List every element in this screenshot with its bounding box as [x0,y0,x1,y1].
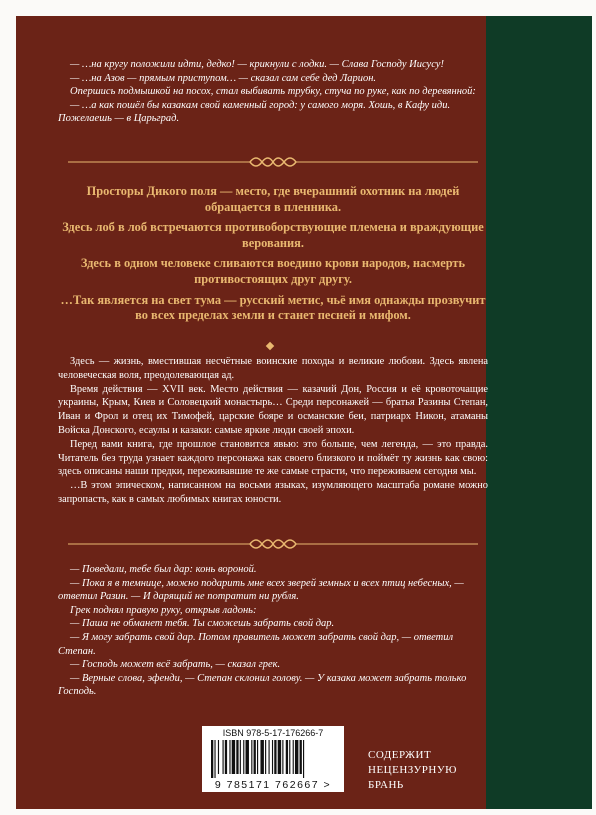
barcode-bar [211,740,213,778]
barcode-bar [251,740,252,774]
ornament-divider [58,152,488,172]
quote-paragraph: Грек поднял правую руку, открыв ладонь: [70,604,257,616]
barcode-bar [236,740,238,774]
quote-paragraph: — Пока я в темнице, можно подарить мне всех зверей земных и всех птиц небесных, — ответил Разин. — И дарящий не потратит ни рубля. [58,577,464,603]
description-paragraph: Здесь — жизнь, вместившая несчётные воинские походы и великие любови. Здесь явлена человеческая воля, преодолевающая ад. [58,356,488,381]
barcode-bar [243,740,244,774]
barcode-bar [289,740,290,774]
description-paragraph: Время действия — XVII век. Место действия — казачий Дон, Россия и её кровоточащие украины, Крым, Киев и Соловецкий монастырь… Среди персонажей — братья Разины Степан, Иван и Фрол и отец их Тимофей, царские бояре и османские беи, патриарх Никон, атаманы Войска Донского, есаулы и казаки: самые яркие люди своей эпохи. [58,383,488,436]
warning-line: НЕЦЕНЗУРНУЮ [368,764,457,776]
quote-paragraph: — …на Азов — прямым приступом… — сказал сам себе дед Ларион. [70,72,377,84]
barcode-bar [246,740,249,774]
description-paragraph: Перед вами книга, где прошлое становится явью: это больше, чем легенда, — это правда. Читатель без труда узнает каждого персонажа как своего близкого и поймёт ту жизнь как свою: здесь описаны наши предки, переживавшие те же самые страсти, что переживаем сегодня мы. [58,438,488,478]
barcode-bar [300,740,302,774]
barcode-bar [240,740,241,774]
highlight-paragraph: Здесь лоб в лоб встречаются противоборствующие племена и враждующие верования. [62,220,484,250]
barcode-bar [282,740,283,774]
quote-paragraph: Опершись подмышкой на посох, стал выбивать трубку, стуча по руке, как по деревянной: [70,86,476,98]
barcode-bar [265,740,266,774]
barcode-bar [278,740,281,774]
highlight-paragraph: Просторы Дикого поля — место, где вчерашний охотник на людей обращается в пленника. [86,184,460,214]
description-paragraph: …В этом эпическом, написанном на восьми языках, изумляющего масштаба романе можно запропасть, как в самых любимых книгах юности. [58,480,488,505]
barcode-bars [211,740,335,778]
back-cover [16,16,592,809]
barcode-bar [257,740,258,774]
barcode-bar [232,740,235,774]
barcode-bar [218,740,219,774]
top-quote [58,58,488,126]
bottom-quote [58,563,488,699]
warning-line: БРАНЬ [368,779,404,791]
isbn-label: ISBN 978-5-17-176266-7 [222,728,324,738]
warning-line: СОДЕРЖИТ [368,749,432,761]
quote-paragraph: — Паша не обманет тебя. Ты сможешь забрать свой дар. [70,618,335,630]
barcode-bar [260,740,263,774]
diamond-ornament [266,342,274,350]
quote-paragraph: — …а как пошёл бы казакам свой каменный город: у самого моря. Хошь, в Кафу иди. Пожелаешь — в Царьград. [58,99,451,125]
quote-paragraph: — Верные слова, эфенди, — Степан склонил голову. — У казака может забрать только Господь. [58,672,467,698]
barcode-bar [295,740,298,774]
highlight-paragraph: Здесь в одном человеке сливаются воедино крови народов, насмерть противостоящих друг другу. [80,256,466,286]
barcode-bar [254,740,256,774]
quote-paragraph: — Я могу забрать свой дар. Потом правитель может забрать свой дар, — ответил Степан. [58,631,454,657]
quote-paragraph: — …на кругу положили идти, дедко! — крикнули с лодки. — Слава Господу Иисусу! [70,59,444,70]
barcode-bar [303,740,304,778]
spine-strip [486,16,592,809]
barcode-bar [269,740,270,774]
quote-paragraph: — Поведали, тебе был дар: конь вороной. [70,564,257,575]
barcode-bar [225,740,227,774]
barcode-bar [214,740,215,778]
quote-paragraph: — Господь может всё забрать, — сказал грек. [70,659,281,671]
highlight-block [58,184,488,329]
barcode-bar [229,740,230,774]
highlight-paragraph: …Так является на свет тума — русский метис, чьё имя однажды прозвучит во всех пределах земли и станет песней и мифом. [60,292,486,323]
barcode-bar [293,740,294,774]
barcode-bar [286,740,288,774]
barcode-bar [223,740,224,774]
barcode-digits: 9 785171 762667 > [214,779,332,791]
ornament-divider [58,534,488,554]
description-block [58,355,488,507]
barcode-bar [274,740,276,774]
content-warning [368,748,457,793]
barcode-bar [272,740,273,774]
barcode [202,726,344,792]
